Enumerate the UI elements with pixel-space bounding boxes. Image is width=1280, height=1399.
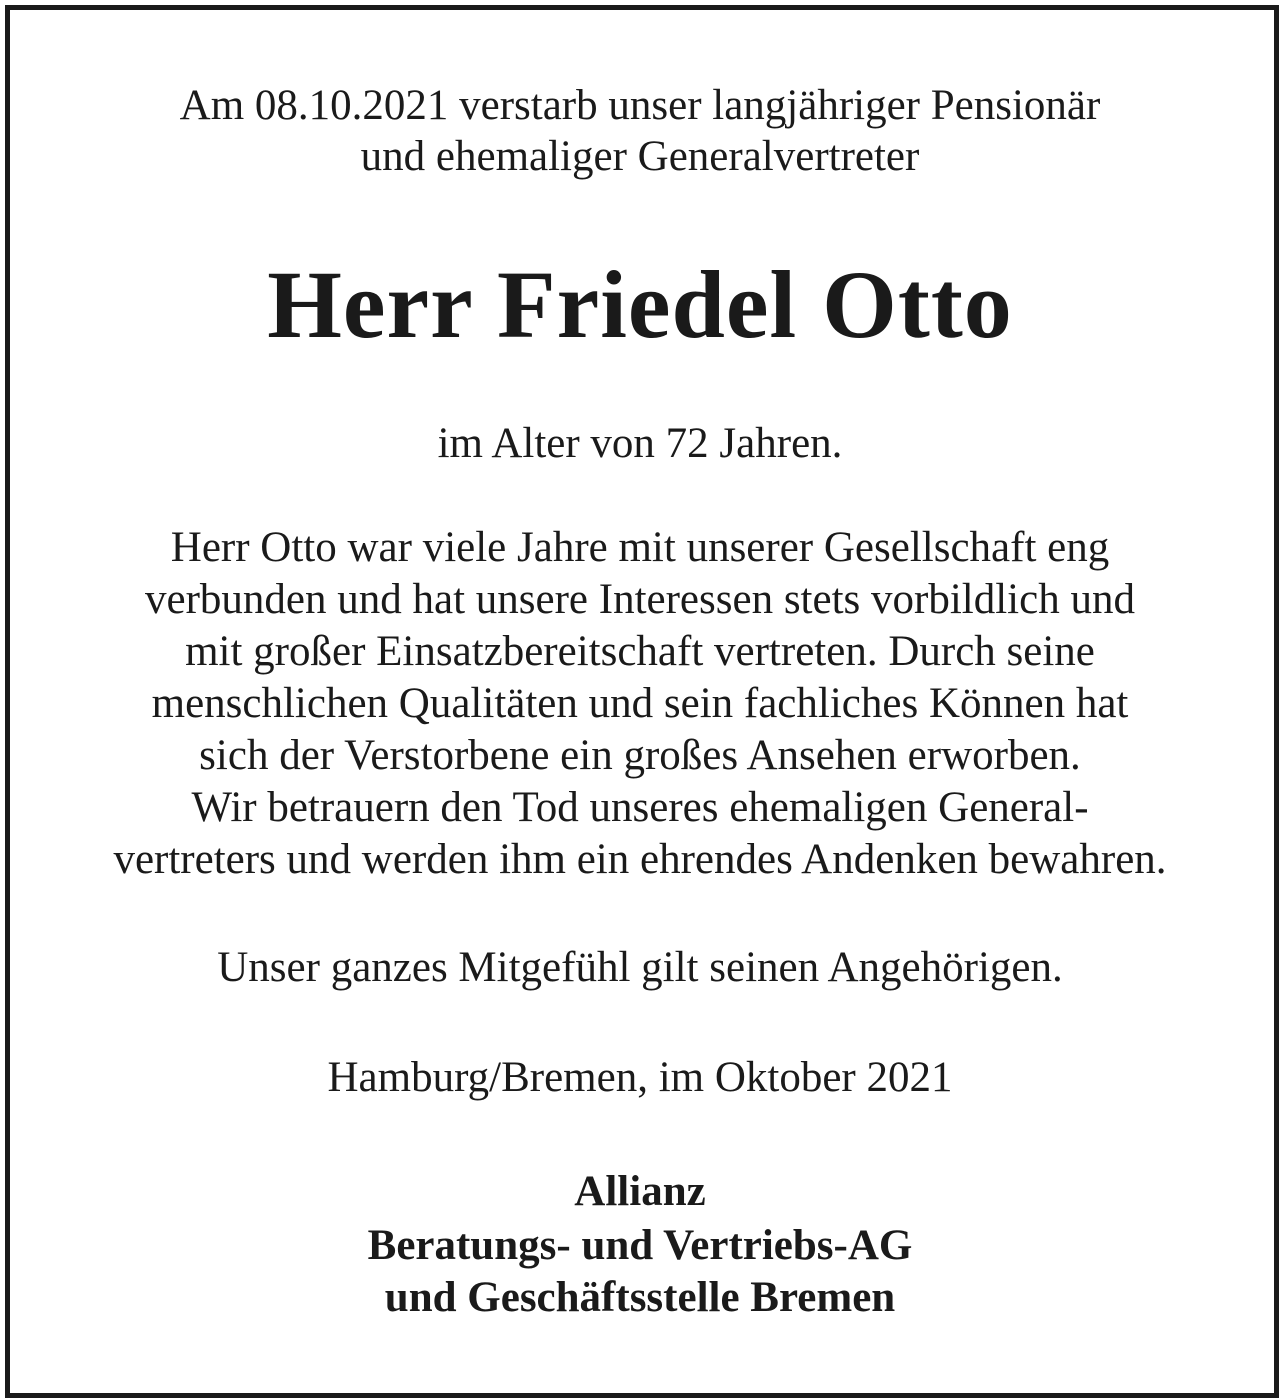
age-line: im Alter von 72 Jahren. [437, 420, 843, 467]
intro-line-1: Am 08.10.2021 verstarb unser langjähriger Pensionär [179, 82, 1101, 129]
body-line-1: Herr Otto war viele Jahre mit unserer Gesellschaft eng [170, 524, 1110, 571]
signature-line-3: und Geschäftsstelle Bremen [384, 1274, 896, 1321]
intro-line-2: und ehemaliger Generalvertreter [360, 133, 920, 180]
body-line-4: menschlichen Qualitäten und sein fachliches Können hat [151, 680, 1129, 727]
deceased-name: Herr Friedel Otto [267, 251, 1013, 358]
condolence-line: Unser ganzes Mitgefühl gilt seinen Angehörigen. [217, 944, 1063, 991]
place-date: Hamburg/Bremen, im Oktober 2021 [327, 1054, 953, 1101]
signature-line-1: Allianz [574, 1168, 706, 1215]
body-line-6: Wir betrauern den Tod unseres ehemaligen General- [191, 784, 1089, 831]
signature-line-2: Beratungs- und Vertriebs-AG [367, 1222, 913, 1269]
body-line-3: mit großer Einsatzbereitschaft vertreten. Durch seine [185, 628, 1095, 675]
body-line-2: verbunden und hat unsere Interessen stets vorbildlich und [145, 576, 1135, 623]
body-line-7: vertreters und werden ihm ein ehrendes Andenken bewahren. [113, 836, 1167, 883]
body-line-5: sich der Verstorbene ein großes Ansehen erworben. [199, 732, 1081, 779]
